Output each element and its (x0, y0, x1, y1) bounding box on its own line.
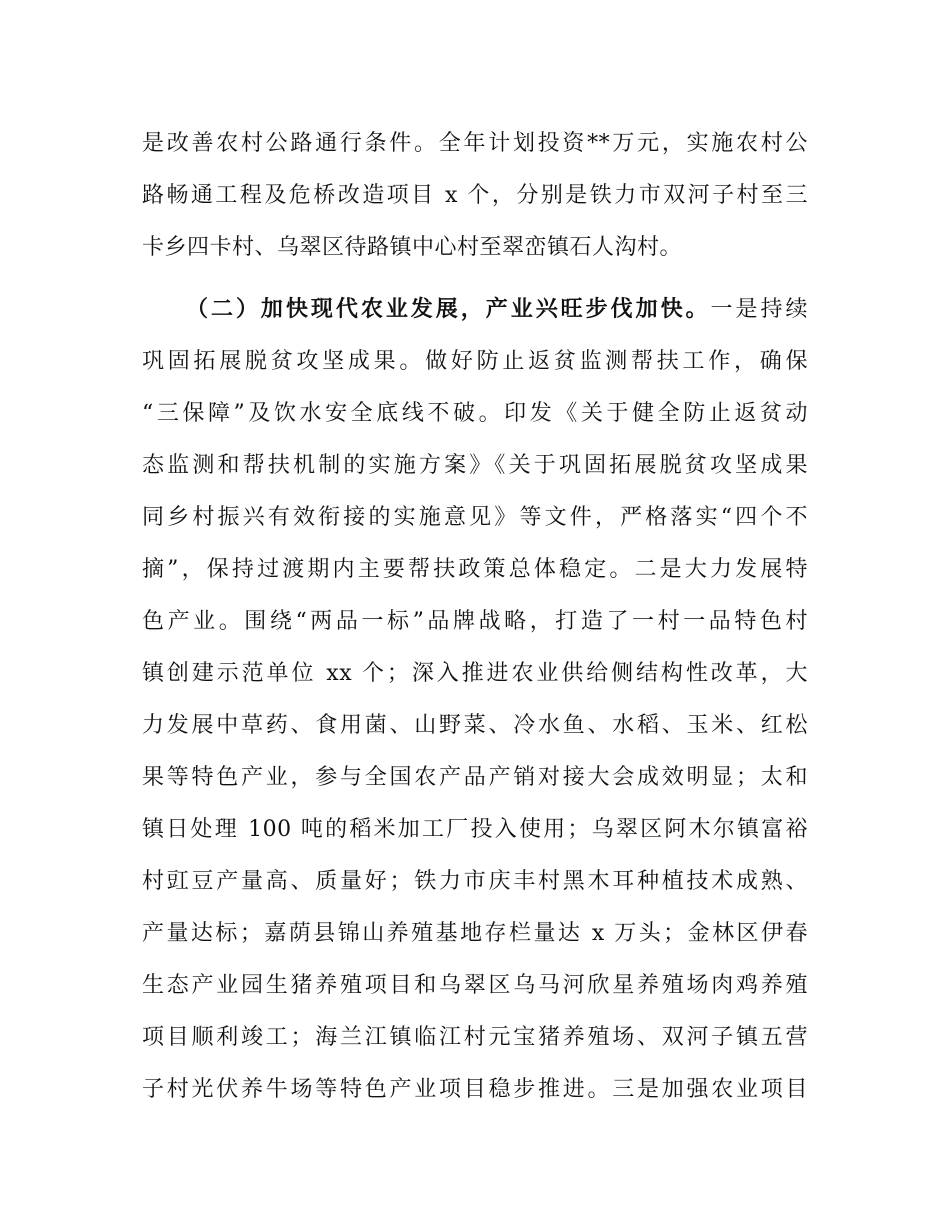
text-line: 摘”，保持过渡期内主要帮扶政策总体稳定。二是大力发展特 (142, 557, 808, 582)
text-line: 是改善农村公路通行条件。全年计划投资**万元，实施农村公 (142, 131, 808, 156)
text-line: 项目顺利竣工；海兰江镇临江村元宝猪养殖场、双河子镇五营 (142, 1025, 808, 1050)
text-line: 产量达标；嘉荫县锦山养殖基地存栏量达 x 万头；金林区伊春 (142, 921, 808, 946)
text-line: 力发展中草药、食用菌、山野菜、冷水鱼、水稻、玉米、红松 (142, 713, 808, 738)
paragraph-first-line (142, 284, 808, 336)
text-line: “三保障”及饮水安全底线不破。印发《关于健全防止返贫动 (142, 401, 808, 426)
text-line: 果等特色产业，参与全国农产品产销对接大会成效明显；太和 (142, 765, 808, 790)
text-line: 镇日处理 100 吨的稻米加工厂投入使用；乌翠区阿木尔镇富裕 (142, 817, 808, 842)
text-line: 村豇豆产量高、质量好；铁力市庆丰村黑木耳种植技术成熟、 (142, 869, 808, 894)
paragraph-modern-agriculture (142, 284, 808, 1116)
text-line: 色产业。围绕“两品一标”品牌战略，打造了一村一品特色村 (142, 609, 808, 634)
text-line: 巩固拓展脱贫攻坚成果。做好防止返贫监测帮扶工作，确保 (142, 349, 808, 374)
text-line: 镇创建示范单位 xx 个；深入推进农业供给侧结构性改革，大 (142, 661, 808, 686)
text-line: 路畅通工程及危桥改造项目 x 个，分别是铁力市双河子村至三 (142, 183, 808, 208)
text-line: 同乡村振兴有效衔接的实施意见》等文件，严格落实“四个不 (142, 505, 808, 530)
text-line: 生态产业园生猪养殖项目和乌翠区乌马河欣星养殖场肉鸡养殖 (142, 973, 808, 998)
text-fragment: 一是持续 (710, 297, 808, 322)
text-line: 卡乡四卡村、乌翠区待路镇中心村至翠峦镇石人沟村。 (142, 235, 683, 260)
section-heading: （二）加快现代农业发展，产业兴旺步伐加快。 (186, 297, 711, 322)
paragraph-road-conditions (142, 118, 808, 274)
text-line: 子村光伏养牛场等特色产业项目稳步推进。三是加强农业项目 (142, 1077, 808, 1102)
text-line: 态监测和帮扶机制的实施方案》《关于巩固拓展脱贫攻坚成果 (142, 453, 808, 478)
